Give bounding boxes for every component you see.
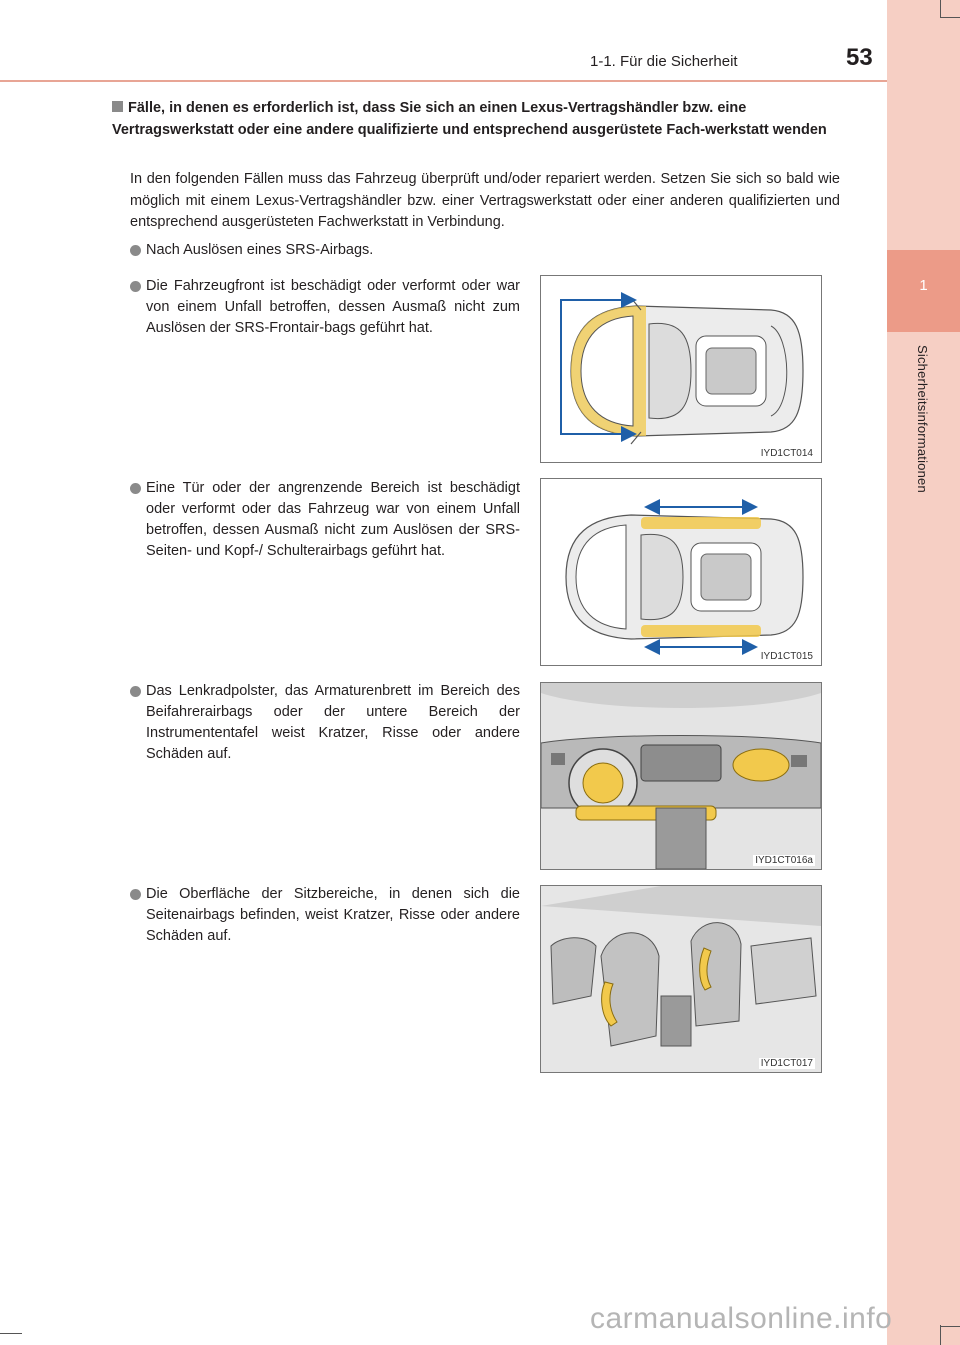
list-item-text: Eine Tür oder der angrenzende Bereich ist beschädigt oder verformt oder das Fahrzeug war von einem Unfall betroffen, dessen Ausmaß nicht zum Auslösen der SRS-Seiten- und Kopf-/ Schulterairbags geführt hat.: [146, 480, 520, 559]
figure-code: IYD1CT017: [760, 1058, 813, 1069]
chapter-title: Sicherheitsinformationen: [915, 345, 930, 493]
watermark: carmanualsonline.info: [590, 1302, 893, 1335]
list-item: [130, 681, 520, 765]
heading-text: Fälle, in denen es erforderlich ist, dass Sie sich an einen Lexus-Vertragshändler bzw. eine Vertragswerkstatt oder eine andere qualifizierte und entsprechend ausgerüstete Fach-werkstatt wenden: [112, 100, 827, 138]
page-number: 53: [846, 44, 873, 71]
list-item: [130, 276, 520, 339]
crop-mark: [940, 1326, 960, 1327]
bullet-dot-icon: [130, 889, 141, 900]
figure-code: IYD1CT016a: [755, 855, 813, 866]
figure-code: IYD1CT015: [760, 651, 813, 662]
list-item-text: Das Lenkradpolster, das Armaturenbrett im Bereich des Beifahrerairbags oder der untere Bereich der Instrumententafel weist Kratzer, Risse oder andere Schäden auf.: [146, 683, 520, 762]
section-title: 1-1. Für die Sicherheit: [590, 53, 738, 70]
bullet-dot-icon: [130, 281, 141, 292]
car-top-view-illustration: [541, 479, 821, 665]
list-item-text: Die Fahrzeugfront ist beschädigt oder verformt oder war von einem Unfall betroffen, dessen Ausmaß nicht zum Auslösen der SRS-Frontair-bags geführt hat.: [146, 278, 520, 336]
figure-code: IYD1CT014: [760, 448, 813, 459]
bullet-dot-icon: [130, 245, 141, 256]
square-bullet-icon: [112, 101, 123, 112]
seat-interior-illustration: [541, 886, 821, 1072]
crop-mark: [940, 17, 960, 18]
bullet-dot-icon: [130, 686, 141, 697]
chapter-number: 1: [919, 277, 928, 294]
section-heading: [112, 97, 857, 141]
car-top-view-illustration: [541, 276, 821, 462]
figure-dashboard: [540, 682, 822, 870]
list-item: [130, 884, 520, 947]
bullet-dot-icon: [130, 483, 141, 494]
chapter-sidebar: [887, 0, 960, 1345]
crop-mark: [940, 0, 941, 18]
list-item-text: Nach Auslösen eines SRS-Airbags.: [146, 242, 374, 258]
figure-front-airbag-area: [540, 275, 822, 463]
figure-side-airbag-area: [540, 478, 822, 666]
dashboard-illustration: [541, 683, 821, 869]
list-item: [130, 240, 520, 261]
crop-mark: [940, 1325, 941, 1345]
list-item: [130, 478, 520, 562]
header-rule: [0, 80, 887, 82]
crop-mark: [0, 1333, 22, 1334]
intro-paragraph: In den folgenden Fällen muss das Fahrzeug überprüft und/oder repariert werden. Setzen Sie sich so bald wie möglich mit einem Lexus-Vertragshändler bzw. einer Vertragswerkstatt oder einer anderen qualifizierten und entsprechend ausgerüsteten Fachwerkstatt in Verbindung.: [130, 171, 840, 230]
list-item-text: Die Oberfläche der Sitzbereiche, in denen sich die Seitenairbags befinden, weist Kratzer, Risse oder andere Schäden auf.: [146, 886, 520, 944]
figure-seat-interior: [540, 885, 822, 1073]
